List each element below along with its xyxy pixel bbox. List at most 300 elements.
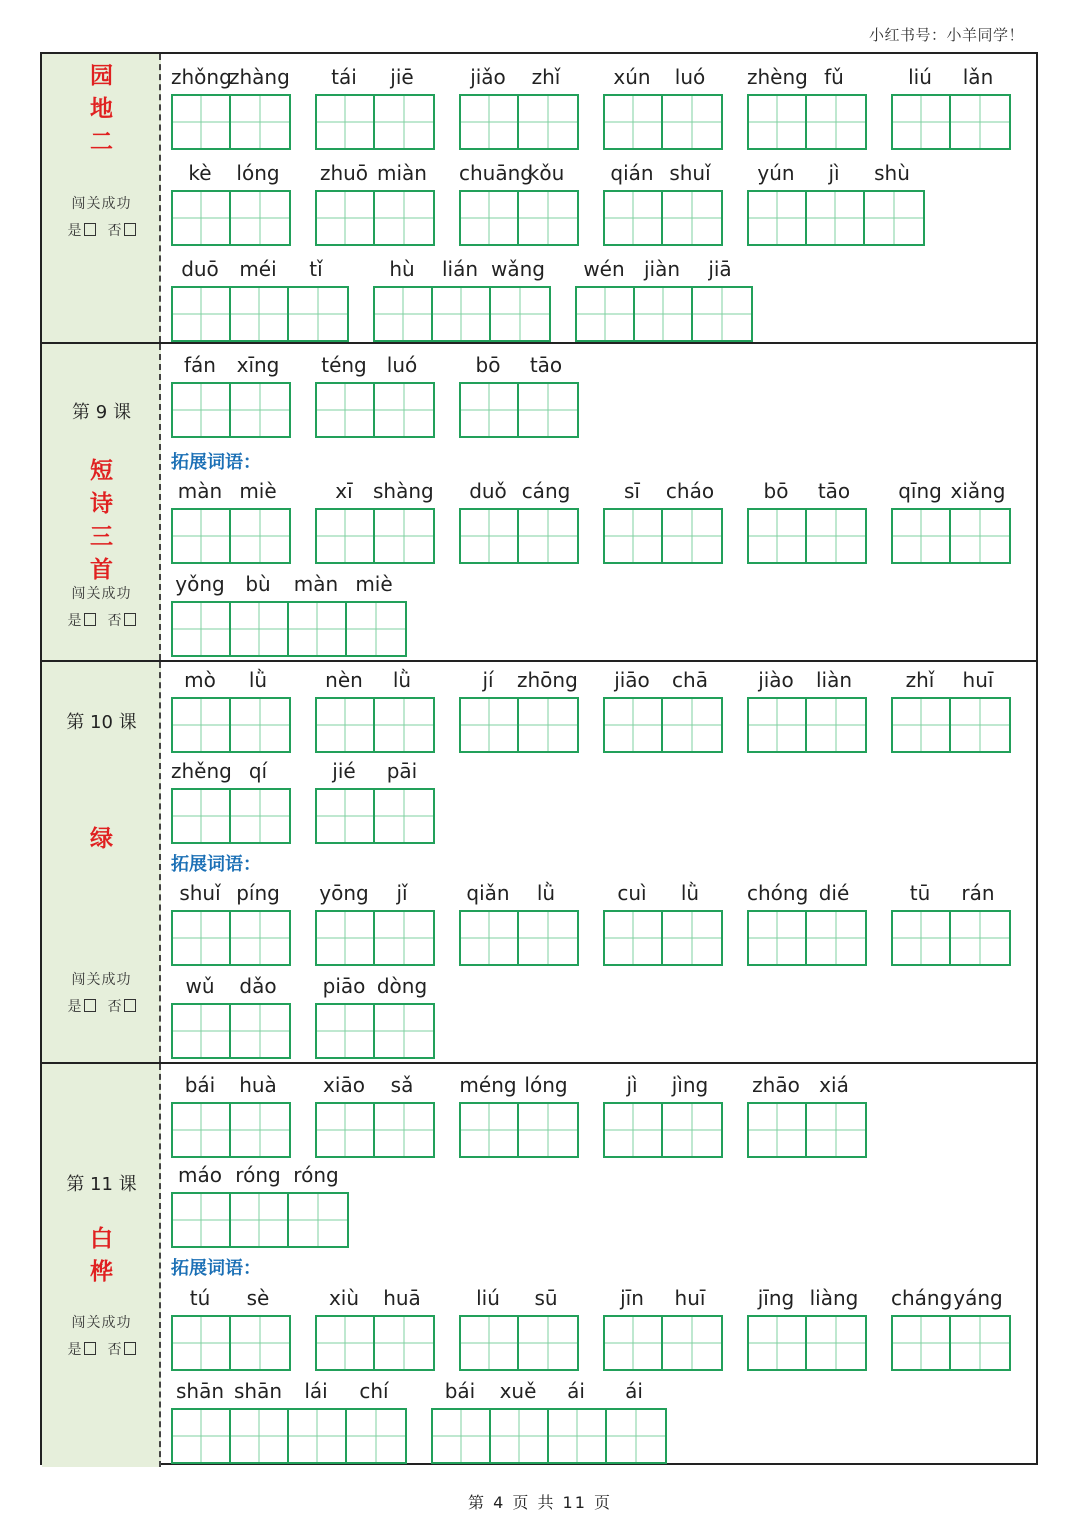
tianzi-grid (171, 1102, 291, 1158)
writing-cell[interactable] (519, 192, 577, 244)
tianzi-grid (603, 508, 723, 564)
extension-words-label: 拓展词语： (171, 854, 261, 875)
writing-cell[interactable] (375, 790, 433, 842)
word-item (603, 1285, 719, 1375)
pinyin-label: lóng (524, 1073, 568, 1097)
word-item (575, 256, 749, 346)
pinyin-label: xiāo (323, 1073, 365, 1097)
writing-cell[interactable] (433, 288, 491, 340)
writing-cell[interactable] (173, 384, 231, 436)
lesson-title (42, 454, 161, 586)
tianzi-grid (171, 94, 291, 150)
writing-cell[interactable] (605, 699, 663, 751)
writing-cell[interactable] (231, 1410, 289, 1462)
tianzi-grid (459, 697, 579, 753)
tianzi-grid (459, 508, 579, 564)
writing-cell[interactable] (317, 384, 375, 436)
pinyin-label: róng (293, 1163, 339, 1187)
pinyin-label: bù (245, 572, 271, 596)
word-item (891, 667, 1007, 757)
tianzi-grid (315, 1315, 435, 1371)
writing-cell[interactable] (749, 912, 807, 964)
pinyin-label: jié (332, 759, 356, 783)
writing-cell[interactable] (749, 510, 807, 562)
yes-checkbox[interactable] (84, 223, 96, 236)
writing-cell[interactable] (519, 912, 577, 964)
pinyin-label: jiāo (614, 668, 650, 692)
writing-cell[interactable] (347, 603, 405, 655)
tianzi-grid (459, 94, 579, 150)
word-item (171, 256, 345, 346)
lesson-title-char: 园 (90, 62, 113, 89)
word-item (315, 1285, 431, 1375)
tianzi-grid (459, 1315, 579, 1371)
writing-cell[interactable] (605, 96, 663, 148)
writing-cell[interactable] (749, 96, 807, 148)
writing-cell[interactable] (893, 96, 951, 148)
word-item (431, 1378, 663, 1468)
writing-cell[interactable] (893, 912, 951, 964)
writing-cell[interactable] (231, 699, 289, 751)
pinyin-label: fán (184, 353, 216, 377)
writing-cell[interactable] (375, 1005, 433, 1057)
tianzi-grid (603, 1102, 723, 1158)
pinyin-label: máo (178, 1163, 222, 1187)
word-item (459, 160, 575, 250)
pinyin-label: zhǐ (905, 668, 935, 692)
word-item (171, 478, 287, 568)
pinyin-label: duō (181, 257, 219, 281)
lesson-title-char: 地 (90, 95, 113, 122)
yes-label: 是 (67, 223, 83, 239)
writing-cell[interactable] (807, 510, 865, 562)
pinyin-label: shuǐ (179, 881, 221, 905)
pinyin-label: yōng (319, 881, 369, 905)
writing-cell[interactable] (231, 1317, 289, 1369)
tianzi-grid (747, 508, 867, 564)
word-item (603, 1072, 719, 1162)
writing-cell[interactable] (375, 510, 433, 562)
tianzi-grid (891, 910, 1011, 966)
writing-cell[interactable] (375, 384, 433, 436)
word-item (171, 160, 287, 250)
pinyin-label: chóng (747, 881, 809, 905)
writing-cell[interactable] (461, 384, 519, 436)
writing-cell[interactable] (173, 1410, 231, 1462)
pinyin-label: chā (672, 668, 708, 692)
pinyin-label: xiù (328, 1286, 360, 1310)
pinyin-label: jìng (671, 1073, 709, 1097)
writing-cell[interactable] (317, 790, 375, 842)
writing-cell[interactable] (663, 510, 721, 562)
writing-cell[interactable] (749, 699, 807, 751)
writing-cell[interactable] (375, 1317, 433, 1369)
pinyin-label: qián (610, 161, 654, 185)
tianzi-grid (891, 94, 1011, 150)
tianzi-grid (315, 190, 435, 246)
tianzi-grid (171, 508, 291, 564)
writing-cell[interactable] (289, 603, 347, 655)
word-item (171, 571, 403, 661)
no-checkbox[interactable] (124, 613, 136, 626)
word-item (891, 1285, 1007, 1375)
pinyin-label: jí (482, 668, 494, 692)
tianzi-grid (171, 286, 349, 342)
writing-cell[interactable] (173, 1104, 231, 1156)
writing-cell[interactable] (173, 912, 231, 964)
pinyin-label: jiàn (643, 257, 681, 281)
writing-cell[interactable] (663, 912, 721, 964)
writing-cell[interactable] (461, 510, 519, 562)
tianzi-grid (459, 190, 579, 246)
word-item (171, 880, 287, 970)
pinyin-label: shù (874, 161, 910, 185)
pinyin-label: luó (674, 65, 706, 89)
pinyin-label: dǎo (239, 974, 277, 998)
writing-cell[interactable] (893, 1317, 951, 1369)
pinyin-label: tāo (529, 353, 563, 377)
word-item (315, 352, 431, 442)
writing-cell[interactable] (749, 192, 807, 244)
writing-cell[interactable] (173, 288, 231, 340)
no-label: 否 (107, 223, 123, 239)
writing-cell[interactable] (231, 1104, 289, 1156)
tianzi-grid (373, 286, 551, 342)
pass-label: 闯关成功 (71, 972, 132, 988)
lesson-number: 第 10 课 (66, 712, 137, 733)
pinyin-label: huā (383, 1286, 421, 1310)
writing-cell[interactable] (605, 1317, 663, 1369)
pinyin-label: liàng (809, 1286, 859, 1310)
writing-cell[interactable] (893, 510, 951, 562)
writing-cell[interactable] (289, 1410, 347, 1462)
pinyin-label: jiào (758, 668, 794, 692)
word-item (459, 880, 575, 970)
word-item (459, 1285, 575, 1375)
writing-cell[interactable] (317, 510, 375, 562)
lesson-title-char: 首 (90, 556, 113, 583)
tianzi-grid (747, 697, 867, 753)
writing-cell[interactable] (519, 384, 577, 436)
word-item (891, 880, 1007, 970)
lesson-title-char: 绿 (90, 825, 113, 852)
writing-cell[interactable] (951, 699, 1009, 751)
writing-cell[interactable] (317, 699, 375, 751)
word-item (315, 478, 434, 568)
writing-cell[interactable] (231, 192, 289, 244)
writing-cell[interactable] (461, 1317, 519, 1369)
pinyin-label: zhǒng (171, 65, 232, 89)
pinyin-label: qí (248, 759, 268, 783)
pinyin-label: màn (293, 572, 339, 596)
word-item (373, 256, 547, 346)
writing-cell[interactable] (173, 96, 231, 148)
writing-cell[interactable] (577, 288, 635, 340)
pinyin-label: duǒ (469, 479, 507, 503)
pinyin-label: píng (236, 881, 280, 905)
writing-cell[interactable] (951, 510, 1009, 562)
word-item (459, 64, 575, 154)
pinyin-label: méng (459, 1073, 517, 1097)
tianzi-grid (315, 788, 435, 844)
pinyin-label: lǜ (248, 668, 268, 692)
writing-cell[interactable] (519, 1104, 577, 1156)
tianzi-grid (603, 910, 723, 966)
tianzi-grid (747, 1102, 867, 1158)
writing-cell[interactable] (173, 1317, 231, 1369)
writing-cell[interactable] (375, 192, 433, 244)
tianzi-grid (603, 94, 723, 150)
writing-cell[interactable] (375, 912, 433, 964)
writing-cell[interactable] (173, 603, 231, 655)
writing-cell[interactable] (807, 1317, 865, 1369)
writing-cell[interactable] (173, 1005, 231, 1057)
pinyin-label: tāo (817, 479, 851, 503)
pinyin-label: liàn (815, 668, 853, 692)
no-checkbox[interactable] (124, 1342, 136, 1355)
writing-cell[interactable] (663, 96, 721, 148)
pinyin-label: pāi (386, 759, 418, 783)
writing-cell[interactable] (461, 96, 519, 148)
tianzi-grid (575, 286, 753, 342)
pinyin-label: méi (239, 257, 277, 281)
writing-cell[interactable] (231, 384, 289, 436)
lesson-title (42, 59, 161, 158)
writing-cell[interactable] (433, 1410, 491, 1462)
word-item (315, 973, 431, 1063)
word-item (891, 478, 1007, 568)
page-footer: 第 4 页 共 11 页 (468, 1493, 612, 1512)
writing-cell[interactable] (231, 912, 289, 964)
writing-cell[interactable] (663, 1104, 721, 1156)
writing-cell[interactable] (173, 510, 231, 562)
lesson-section (42, 344, 1036, 662)
writing-cell[interactable] (317, 1104, 375, 1156)
pinyin-label: wǔ (185, 974, 215, 998)
word-item (315, 160, 431, 250)
pinyin-label: shàng (373, 479, 434, 503)
writing-cell[interactable] (231, 510, 289, 562)
word-item (315, 880, 431, 970)
word-item (171, 352, 287, 442)
writing-cell[interactable] (231, 1005, 289, 1057)
word-item (747, 64, 863, 154)
writing-cell[interactable] (893, 699, 951, 751)
pinyin-label: miè (355, 572, 393, 596)
writing-cell[interactable] (491, 288, 549, 340)
writing-cell[interactable] (173, 699, 231, 751)
pinyin-label: shān (175, 1379, 225, 1403)
writing-cell[interactable] (317, 1005, 375, 1057)
tianzi-grid (171, 1315, 291, 1371)
tianzi-grid (171, 1408, 407, 1464)
writing-cell[interactable] (663, 699, 721, 751)
writing-cell[interactable] (951, 912, 1009, 964)
tianzi-grid (891, 1315, 1011, 1371)
tianzi-grid (315, 910, 435, 966)
writing-cell[interactable] (231, 603, 289, 655)
word-item (315, 64, 431, 154)
writing-cell[interactable] (375, 96, 433, 148)
pinyin-label: miàn (377, 161, 427, 185)
pinyin-label: zhōng (517, 668, 578, 692)
word-item (171, 1378, 403, 1468)
yes-checkbox[interactable] (84, 999, 96, 1012)
word-item (171, 1072, 287, 1162)
pinyin-label: jiē (390, 65, 414, 89)
writing-cell[interactable] (749, 1104, 807, 1156)
writing-cell[interactable] (231, 288, 289, 340)
pinyin-label: wén (583, 257, 625, 281)
word-item (459, 667, 578, 757)
yes-checkbox[interactable] (84, 613, 96, 626)
pass-checkbox-group (42, 967, 161, 1021)
pass-checkbox-group (42, 1310, 161, 1364)
word-item (459, 478, 575, 568)
writing-cell[interactable] (317, 1317, 375, 1369)
tianzi-grid (171, 697, 291, 753)
pinyin-label: lián (441, 257, 479, 281)
pinyin-label: xī (335, 479, 353, 503)
writing-cell[interactable] (605, 1104, 663, 1156)
writing-cell[interactable] (807, 1104, 865, 1156)
word-item (459, 1072, 575, 1162)
pinyin-label: lǜ (392, 668, 412, 692)
lesson-title-char: 白 (90, 1225, 113, 1252)
writing-cell[interactable] (231, 790, 289, 842)
pinyin-label: ái (625, 1379, 643, 1403)
writing-cell[interactable] (461, 699, 519, 751)
writing-cell[interactable] (607, 1410, 665, 1462)
extension-words-label: 拓展词语： (171, 1258, 261, 1279)
writing-cell[interactable] (605, 192, 663, 244)
writing-cell[interactable] (461, 192, 519, 244)
lesson-title-char: 短 (90, 457, 113, 484)
word-item (603, 478, 719, 568)
writing-cell[interactable] (317, 192, 375, 244)
no-checkbox[interactable] (124, 223, 136, 236)
pinyin-label: huà (239, 1073, 277, 1097)
no-checkbox[interactable] (124, 999, 136, 1012)
pinyin-label: lǜ (536, 881, 556, 905)
tianzi-grid (747, 190, 925, 246)
pass-options (42, 608, 161, 635)
pinyin-label: miè (239, 479, 277, 503)
lesson-number: 第 9 课 (72, 402, 131, 423)
writing-cell[interactable] (173, 1194, 231, 1246)
pinyin-label: liú (908, 65, 932, 89)
writing-cell[interactable] (375, 1104, 433, 1156)
pass-label: 闯关成功 (71, 196, 132, 212)
tianzi-grid (171, 601, 407, 657)
writing-cell[interactable] (663, 1317, 721, 1369)
pinyin-label: bái (184, 1073, 216, 1097)
writing-cell[interactable] (951, 96, 1009, 148)
writing-cell[interactable] (173, 790, 231, 842)
writing-cell[interactable] (519, 699, 577, 751)
word-item (603, 64, 719, 154)
tianzi-grid (171, 910, 291, 966)
writing-cell[interactable] (173, 192, 231, 244)
writing-cell[interactable] (461, 912, 519, 964)
pinyin-label: jiā (708, 257, 732, 281)
pinyin-label: cháng (891, 1286, 953, 1310)
writing-cell[interactable] (289, 1194, 347, 1246)
pinyin-label: jì (828, 161, 840, 185)
writing-cell[interactable] (749, 1317, 807, 1369)
pinyin-label: jiǎo (470, 65, 506, 89)
pinyin-label: yǒng (175, 572, 225, 596)
lesson-title-char: 二 (90, 128, 113, 155)
pinyin-label: xuě (499, 1379, 537, 1403)
pinyin-label: cuì (617, 881, 647, 905)
pinyin-label: huī (674, 1286, 706, 1310)
pinyin-label: zhǐ (531, 65, 561, 89)
pinyin-label: cháo (665, 479, 715, 503)
no-label: 否 (107, 1342, 123, 1358)
pinyin-label: chuāng (459, 161, 533, 185)
writing-cell[interactable] (519, 1317, 577, 1369)
writing-cell[interactable] (951, 1317, 1009, 1369)
yes-checkbox[interactable] (84, 1342, 96, 1355)
tianzi-grid (603, 1315, 723, 1371)
tianzi-grid (747, 1315, 867, 1371)
writing-cell[interactable] (549, 1410, 607, 1462)
writing-cell[interactable] (807, 96, 865, 148)
pinyin-label: zhuō (319, 161, 369, 185)
writing-cell[interactable] (693, 288, 751, 340)
writing-cell[interactable] (289, 288, 347, 340)
writing-cell[interactable] (605, 912, 663, 964)
writing-cell[interactable] (663, 192, 721, 244)
word-item (747, 667, 863, 757)
tianzi-grid (171, 190, 291, 246)
writing-cell[interactable] (807, 192, 865, 244)
pinyin-label: bō (763, 479, 789, 503)
writing-cell[interactable] (347, 1410, 405, 1462)
writing-cell[interactable] (317, 912, 375, 964)
word-item (171, 1285, 287, 1375)
pinyin-label: chí (359, 1379, 389, 1403)
writing-cell[interactable] (807, 699, 865, 751)
writing-cell[interactable] (375, 288, 433, 340)
writing-cell[interactable] (519, 96, 577, 148)
pinyin-label: sǎ (390, 1073, 414, 1097)
writing-cell[interactable] (231, 1194, 289, 1246)
pinyin-label: jì (626, 1073, 638, 1097)
word-item (891, 64, 1007, 154)
writing-cell[interactable] (317, 96, 375, 148)
writing-cell[interactable] (491, 1410, 549, 1462)
writing-cell[interactable] (461, 1104, 519, 1156)
writing-cell[interactable] (605, 510, 663, 562)
word-item (171, 973, 287, 1063)
tianzi-grid (459, 910, 579, 966)
writing-cell[interactable] (807, 912, 865, 964)
pinyin-label: zhāo (752, 1073, 800, 1097)
pinyin-label: fǔ (824, 65, 844, 89)
writing-cell[interactable] (865, 192, 923, 244)
pinyin-label: huī (962, 668, 994, 692)
pinyin-label: xún (613, 65, 651, 89)
writing-cell[interactable] (635, 288, 693, 340)
lesson-title (42, 822, 161, 855)
writing-cell[interactable] (375, 699, 433, 751)
yes-label: 是 (67, 999, 83, 1015)
tianzi-grid (603, 190, 723, 246)
writing-cell[interactable] (231, 96, 289, 148)
writing-cell[interactable] (519, 510, 577, 562)
